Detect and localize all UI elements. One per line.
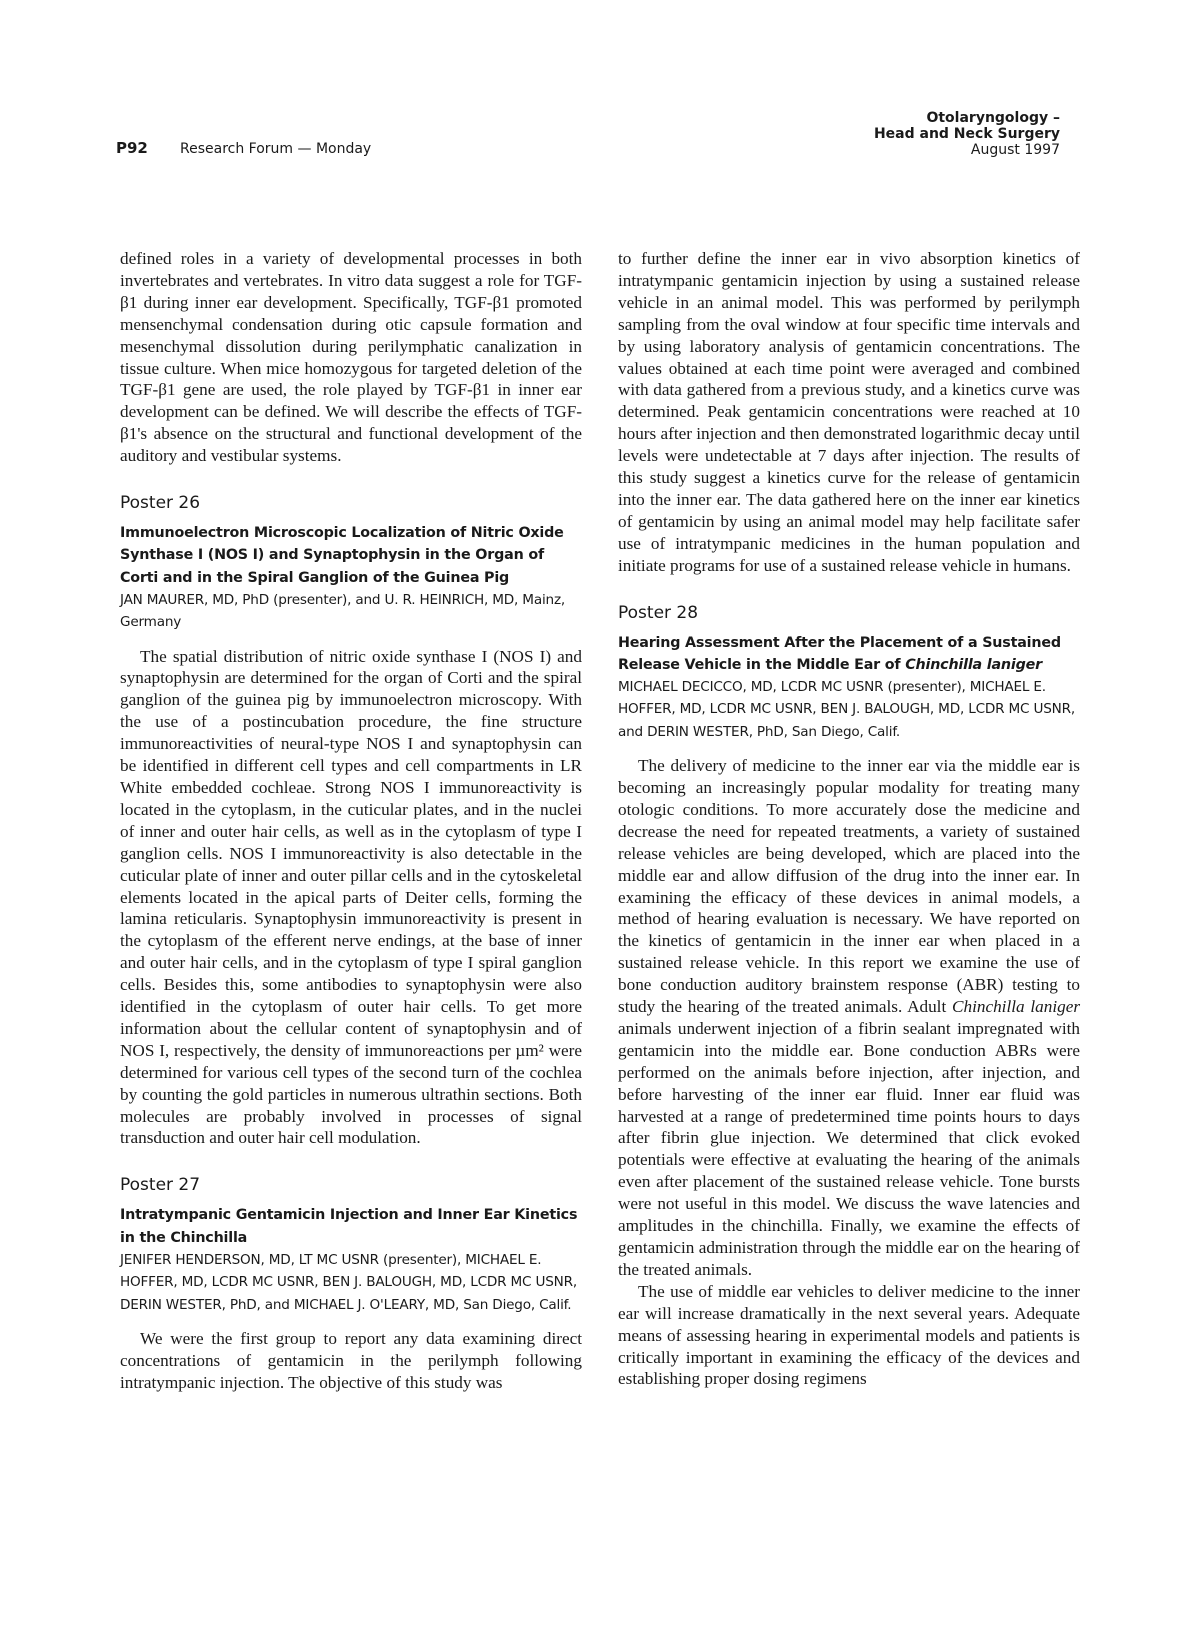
issue-date: August 1997 <box>970 142 1060 158</box>
poster-27-abstract-start: We were the first group to report any data examining direct concentrations of gentamicin in the perilymph following intratympanic injection. The objective of this study was <box>120 1328 582 1392</box>
journal-name-line2: Head and Neck Surgery <box>873 126 1060 142</box>
poster-28-title <box>618 632 1080 677</box>
poster-27-title: Intratympanic Gentamicin Injection and Inner Ear Kinetics in the Chinchilla <box>120 1207 578 1246</box>
poster-26-authors: JAN MAURER, MD, PhD (presenter), and U. R. HEINRICH, MD, Mainz, Germany <box>120 591 566 631</box>
journal-name-line1: Otolaryngology – <box>926 110 1060 126</box>
poster-26-label: Poster 26 <box>120 493 201 514</box>
para1-text-a: The delivery of medicine to the inner ear via the middle ear is becoming an increasingly popular modality for treating many otologic conditions. To more accurately dose the medicine and decrease the need for repeated treatments, a variety of sustained release vehicles are being developed, which are placed into the middle ear and allow diffusion of the drug into the inner ear. In examining the efficacy of these devices in animal models, a method of hearing evaluation is necessary. We have reported on the kinetics of gentamicin in the inner ear when placed in a sustained release vehicle. In this report we examine the use of bone conduction auditory brainstem response (ABR) testing to study the hearing of the treated animals. Adult <box>618 756 1080 1017</box>
poster-28-label: Poster 28 <box>618 602 699 623</box>
para1-text-b: animals underwent injection of a fibrin sealant impregnated with gentamicin into the middle ear. Bone conduction ABRs were performed on the animals before injection, after injection, and before harvesting of the inner ear fluid. Inner ear fluid was harvested at a range of predetermined time points hours to days after fibrin glue injection. We determined that click evoked potentials were effective at evaluating the hearing of the animals even after placement of the sustained release vehicle. Tone bursts were not useful in this model. We discuss the wave latencies and amplitudes in the chinchilla. Finally, we examine the effects of gentamicin administration through the middle ear on the hearing of the treated animals. <box>618 1018 1080 1279</box>
poster-27-label: Poster 27 <box>120 1175 201 1196</box>
left-column <box>120 248 582 1394</box>
para1-species: Chinchilla laniger <box>952 997 1081 1017</box>
page-number: P92 <box>116 139 148 157</box>
poster-27-abstract-continued: to further define the inner ear in vivo absorption kinetics of intratympanic gentamicin injection by using a sustained release vehicle in an animal model. This was performed by perilymph sampling from the oval window at four specific time intervals and by using laboratory analysis of gentamicin concentrations. The values obtained at each time point were averaged and combined with data gathered from a previous study, and a kinetics curve was determined. Peak gentamicin concentrations were reached at 10 hours after injection and then demonstrated logarithmic decay until levels were undetectable at 7 days after injection. The results of this study suggest a kinetics curve for the release of gentamicin into the inner ear. The data gathered here on the inner ear kinetics of gentamicin by using an animal model may help facilitate safer use of intratympanic medicines in the human population and initiate programs for use of a sustained release vehicle in humans. <box>618 249 1081 575</box>
poster-28-title-species: Chinchilla laniger <box>905 656 1042 673</box>
poster-28-abstract-para2: The use of middle ear vehicles to deliver medicine to the inner ear will increase dramatically in the next several years. Adequate means of assessing hearing in experimental models and patients is critically important in examining the efficacy of the devices and establishing proper dosing regimens <box>618 1281 1080 1389</box>
right-column <box>618 248 1080 1390</box>
poster-28-title-main: Hearing Assessment After the Placement of a Sustained Release Vehicle in the Middle Ear of <box>618 634 1061 673</box>
poster-28-authors: MICHAEL DECICCO, MD, LCDR MC USNR (presenter), MICHAEL E. HOFFER, MD, LCDR MC USNR, BEN J. BALOUGH, MD, LCDR MC USNR, and DERIN WESTER, PhD, San Diego, Calif. <box>618 679 1075 740</box>
journal-header <box>874 110 1060 158</box>
poster-28-abstract-para1 <box>618 755 1080 1281</box>
section-title: Research Forum — Monday <box>180 141 372 157</box>
poster-26-abstract: The spatial distribution of nitric oxide synthase I (NOS I) and synaptophysin are determined for the organ of Corti and the spiral ganglion of the guinea pig by immunoelectron microscopy. With the use of a postincubation procedure, the fine structure immunoreactivities of neural-type NOS I and synaptophysin can be identified in different cell types and cell compartments in LR White embedded cochleae. Strong NOS I immunoreactivity is located in the cytoplasm, in the cuticular plates, and in the nuclei of inner and outer hair cells, as well as in the cytoplasm of type I ganglion cells. NOS I immunoreactivity is also detectable in the cuticular plate of inner and outer pillar cells and in the cytoskeletal elements located in the apical parts of Deiter cells, forming the lamina reticularis. Synaptophysin immunoreactivity is present in the cytoplasm of the efferent nerve endings, at the base of inner and outer hair cells, and in the cytoplasm of type I spiral ganglion cells. Besides this, some antibodies to synaptophysin were also identified in the cytoplasm of outer hair cells. To get more information about the cellular content of synaptophysin and of NOS I, respectively, the density of immunoreactions per µm² were determined for various cell types of the second turn of the cochlea by counting the gold particles in numerous ultrathin sections. Both molecules are probably involved in processes of signal transduction and outer hair cell modulation. <box>120 646 582 1148</box>
poster-27-authors: JENIFER HENDERSON, MD, LT MC USNR (presenter), MICHAEL E. HOFFER, MD, LCDR MC USNR, BEN J. BALOUGH, MD, LCDR MC USNR, DERIN WESTER, PhD, and MICHAEL J. O'LEARY, MD, San Diego, Calif. <box>120 1251 577 1313</box>
poster-26-title: Immunoelectron Microscopic Localization of Nitric Oxide Synthase I (NOS I) and Synaptophysin in the Organ of Corti and in the Spiral Ganglion of the Guinea Pig <box>120 525 564 586</box>
continued-abstract-text: defined roles in a variety of developmental processes in both invertebrates and vertebrates. In vitro data suggest a role for TGF-β1 during inner ear development. Specifically, TGF-β1 promoted mensenchymal condensation during otic capsule formation and mesenchymal dissolution during perilymphatic canalization in tissue culture. When mice homozygous for targeted deletion of the TGF-β1 gene are used, the role played by TGF-β1 in inner ear development can be defined. We will describe the effects of TGF-β1's absence on the structural and functional development of the auditory and vestibular systems. <box>120 249 582 466</box>
